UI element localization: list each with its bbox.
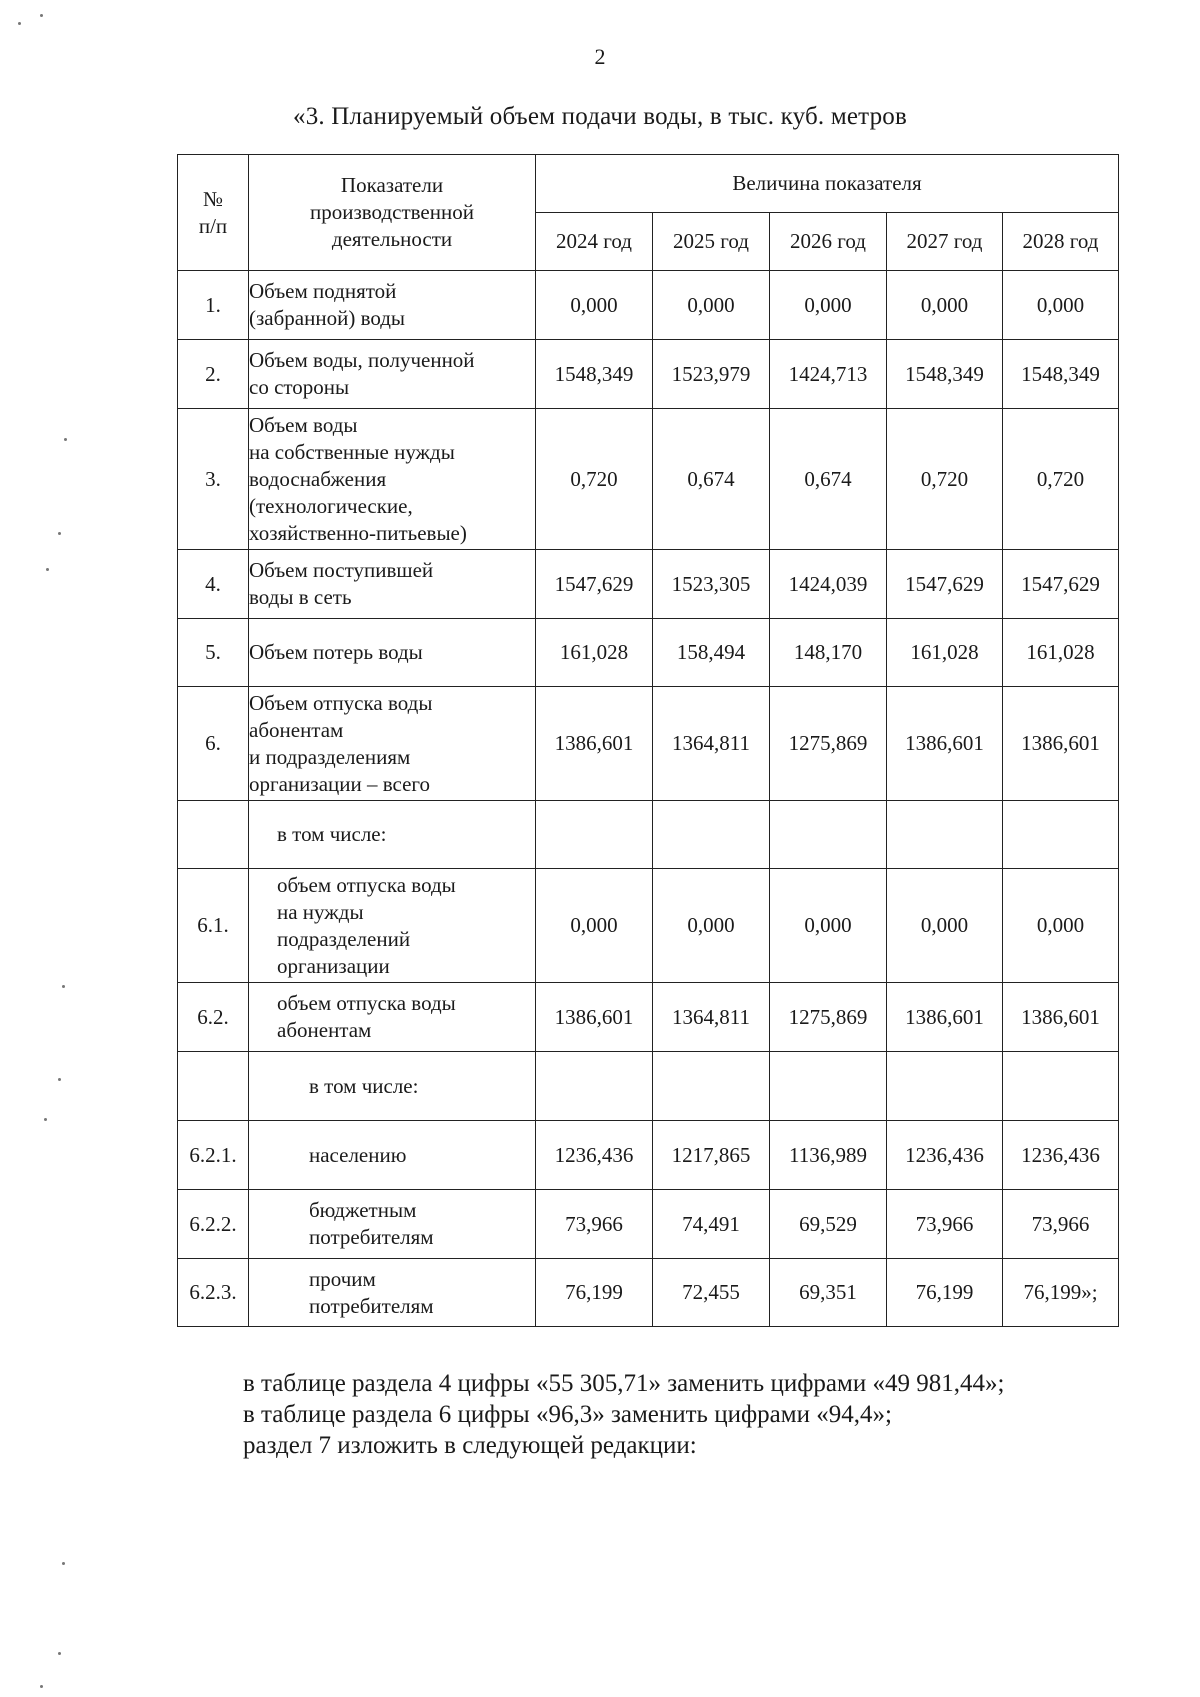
note-line: раздел 7 изложить в следующей редакции: bbox=[243, 1432, 697, 1459]
row-number: 6.2.2. bbox=[178, 1190, 249, 1259]
section-title: «3. Планируемый объем подачи воды, в тыс. куб. метров bbox=[293, 103, 907, 130]
value-cell: 1275,869 bbox=[770, 983, 887, 1052]
value-cell: 73,966 bbox=[536, 1190, 653, 1259]
value-cell: 74,491 bbox=[653, 1190, 770, 1259]
value-cell bbox=[887, 801, 1003, 869]
value-cell: 148,170 bbox=[770, 619, 887, 687]
table-row bbox=[178, 340, 1119, 409]
value-cell: 0,720 bbox=[887, 409, 1003, 550]
value-cell: 1386,601 bbox=[1003, 983, 1119, 1052]
value-cell: 161,028 bbox=[1003, 619, 1119, 687]
value-cell bbox=[536, 801, 653, 869]
value-cell: 0,674 bbox=[770, 409, 887, 550]
value-cell: 1236,436 bbox=[887, 1121, 1003, 1190]
value-cell: 1523,979 bbox=[653, 340, 770, 409]
value-cell: 0,000 bbox=[770, 271, 887, 340]
table-row bbox=[178, 1052, 1119, 1121]
value-cell: 76,199 bbox=[536, 1259, 653, 1327]
row-label: Объем поступившей воды в сеть bbox=[249, 550, 536, 619]
table-row bbox=[178, 1190, 1119, 1259]
value-cell: 1386,601 bbox=[887, 983, 1003, 1052]
year-header: 2027 год bbox=[887, 213, 1003, 271]
value-cell: 0,000 bbox=[887, 271, 1003, 340]
value-cell: 1364,811 bbox=[653, 687, 770, 801]
row-number: 6. bbox=[178, 687, 249, 801]
value-cell: 161,028 bbox=[887, 619, 1003, 687]
value-cell bbox=[770, 801, 887, 869]
col-indicator-header: Показатели производственной деятельности bbox=[249, 155, 536, 271]
value-cell: 1275,869 bbox=[770, 687, 887, 801]
value-cell: 0,000 bbox=[1003, 271, 1119, 340]
value-cell: 0,000 bbox=[536, 869, 653, 983]
scan-speck bbox=[58, 1652, 61, 1655]
value-cell: 1386,601 bbox=[887, 687, 1003, 801]
value-cell bbox=[653, 1052, 770, 1121]
value-cell: 0,000 bbox=[770, 869, 887, 983]
value-cell: 1523,305 bbox=[653, 550, 770, 619]
value-cell: 1386,601 bbox=[536, 983, 653, 1052]
header-row bbox=[178, 155, 1119, 213]
year-header: 2026 год bbox=[770, 213, 887, 271]
value-cell: 1364,811 bbox=[653, 983, 770, 1052]
value-cell: 69,529 bbox=[770, 1190, 887, 1259]
row-number: 6.2.1. bbox=[178, 1121, 249, 1190]
value-cell bbox=[653, 801, 770, 869]
value-cell: 1548,349 bbox=[1003, 340, 1119, 409]
value-cell bbox=[1003, 801, 1119, 869]
row-number: 6.2.3. bbox=[178, 1259, 249, 1327]
row-number: 3. bbox=[178, 409, 249, 550]
row-label: в том числе: bbox=[249, 801, 536, 869]
value-cell: 76,199 bbox=[887, 1259, 1003, 1327]
amendment-notes bbox=[243, 1368, 1004, 1461]
value-cell: 1548,349 bbox=[536, 340, 653, 409]
scan-speck bbox=[58, 1078, 61, 1081]
scan-speck bbox=[46, 568, 49, 571]
scan-speck bbox=[58, 532, 61, 535]
scan-speck bbox=[64, 438, 67, 441]
row-label: Объем воды на собственные нужды водоснабжения (технологические, хозяйственно-питьевые) bbox=[249, 409, 536, 550]
scan-speck bbox=[62, 1562, 65, 1565]
value-cell: 0,720 bbox=[1003, 409, 1119, 550]
row-label: населению bbox=[249, 1121, 536, 1190]
value-cell: 1424,713 bbox=[770, 340, 887, 409]
table-row bbox=[178, 619, 1119, 687]
value-cell: 1548,349 bbox=[887, 340, 1003, 409]
scan-speck bbox=[62, 985, 65, 988]
value-cell bbox=[887, 1052, 1003, 1121]
value-cell: 1424,039 bbox=[770, 550, 887, 619]
value-cell: 161,028 bbox=[536, 619, 653, 687]
row-number: 5. bbox=[178, 619, 249, 687]
row-number bbox=[178, 1052, 249, 1121]
value-cell bbox=[770, 1052, 887, 1121]
value-cell: 73,966 bbox=[1003, 1190, 1119, 1259]
value-cell: 1547,629 bbox=[536, 550, 653, 619]
value-cell: 1386,601 bbox=[1003, 687, 1119, 801]
year-header: 2025 год bbox=[653, 213, 770, 271]
row-label: Объем потерь воды bbox=[249, 619, 536, 687]
scan-speck bbox=[40, 1685, 43, 1688]
value-cell: 0,000 bbox=[1003, 869, 1119, 983]
col-num-header: № п/п bbox=[178, 155, 249, 271]
row-number: 6.2. bbox=[178, 983, 249, 1052]
value-cell: 1547,629 bbox=[1003, 550, 1119, 619]
row-label: Объем поднятой (забранной) воды bbox=[249, 271, 536, 340]
row-label: бюджетным потребителям bbox=[249, 1190, 536, 1259]
value-cell: 72,455 bbox=[653, 1259, 770, 1327]
table-row bbox=[178, 409, 1119, 550]
value-cell: 1236,436 bbox=[536, 1121, 653, 1190]
table-row bbox=[178, 550, 1119, 619]
row-number: 2. bbox=[178, 340, 249, 409]
row-label: прочим потребителям bbox=[249, 1259, 536, 1327]
value-cell: 69,351 bbox=[770, 1259, 887, 1327]
value-cell: 1136,989 bbox=[770, 1121, 887, 1190]
note-line: в таблице раздела 6 цифры «96,3» заменить цифрами «94,4»; bbox=[243, 1401, 892, 1428]
table-row bbox=[178, 801, 1119, 869]
table-row bbox=[178, 271, 1119, 340]
scan-speck bbox=[44, 1118, 47, 1121]
row-label: в том числе: bbox=[249, 1052, 536, 1121]
row-label: объем отпуска воды на нужды подразделений организации bbox=[249, 869, 536, 983]
value-cell: 73,966 bbox=[887, 1190, 1003, 1259]
table-row bbox=[178, 1259, 1119, 1327]
value-cell: 1236,436 bbox=[1003, 1121, 1119, 1190]
row-number: 4. bbox=[178, 550, 249, 619]
table-row bbox=[178, 869, 1119, 983]
value-cell bbox=[1003, 1052, 1119, 1121]
row-label: объем отпуска воды абонентам bbox=[249, 983, 536, 1052]
value-cell: 0,720 bbox=[536, 409, 653, 550]
row-label: Объем воды, полученной со стороны bbox=[249, 340, 536, 409]
value-cell: 1217,865 bbox=[653, 1121, 770, 1190]
row-label: Объем отпуска воды абонентам и подразделениям организации – всего bbox=[249, 687, 536, 801]
table-row bbox=[178, 1121, 1119, 1190]
value-group-header: Величина показателя bbox=[536, 155, 1119, 213]
value-cell bbox=[536, 1052, 653, 1121]
value-cell: 1547,629 bbox=[887, 550, 1003, 619]
scan-speck bbox=[18, 22, 21, 25]
value-cell: 158,494 bbox=[653, 619, 770, 687]
value-cell: 0,000 bbox=[536, 271, 653, 340]
scan-speck bbox=[40, 14, 43, 17]
note-line: в таблице раздела 4 цифры «55 305,71» заменить цифрами «49 981,44»; bbox=[243, 1370, 1005, 1397]
row-number: 6.1. bbox=[178, 869, 249, 983]
value-cell: 0,674 bbox=[653, 409, 770, 550]
row-number bbox=[178, 801, 249, 869]
table-row bbox=[178, 687, 1119, 801]
water-supply-table bbox=[177, 154, 1119, 1327]
page-number: 2 bbox=[594, 44, 606, 69]
value-cell: 76,199»; bbox=[1003, 1259, 1119, 1327]
value-cell: 1386,601 bbox=[536, 687, 653, 801]
value-cell: 0,000 bbox=[887, 869, 1003, 983]
year-header: 2028 год bbox=[1003, 213, 1119, 271]
value-cell: 0,000 bbox=[653, 271, 770, 340]
row-number: 1. bbox=[178, 271, 249, 340]
year-header: 2024 год bbox=[536, 213, 653, 271]
table-row bbox=[178, 983, 1119, 1052]
value-cell: 0,000 bbox=[653, 869, 770, 983]
